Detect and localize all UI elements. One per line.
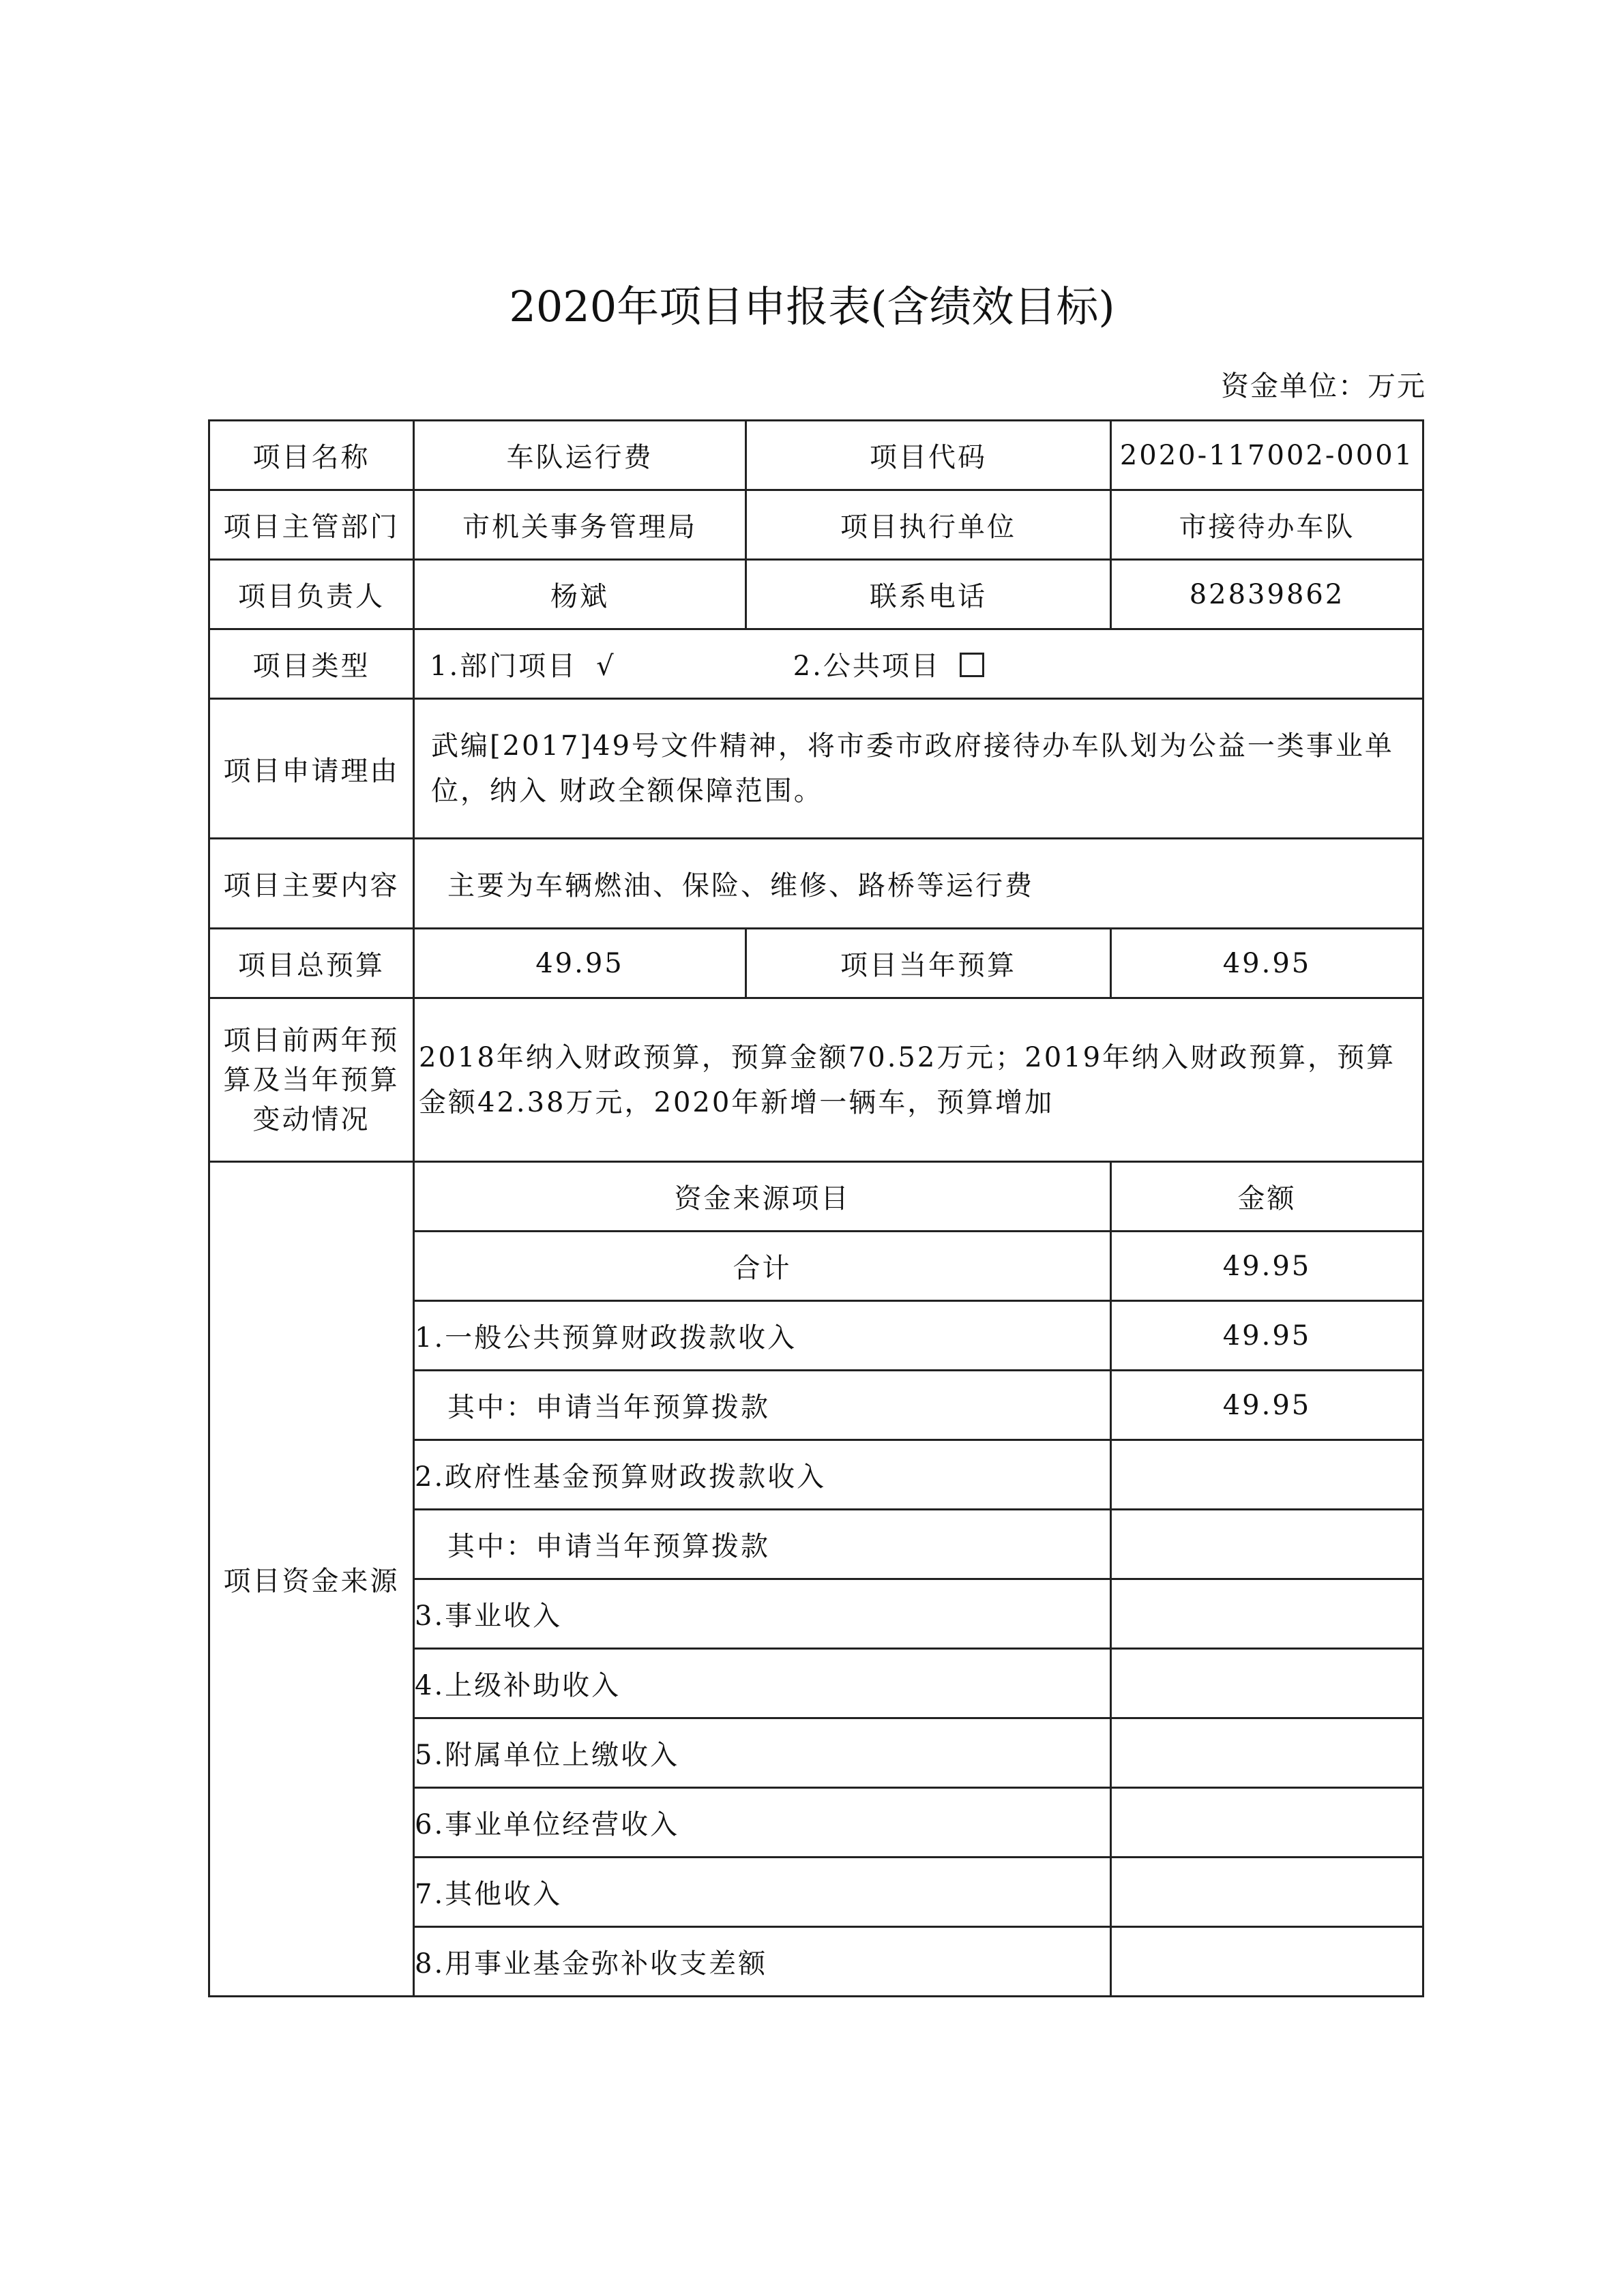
value-leader: 杨斌	[414, 560, 746, 629]
value-phone: 82839862	[1111, 560, 1423, 629]
label-project-name: 项目名称	[209, 421, 414, 490]
funding-item-amount	[1111, 1440, 1423, 1510]
label-project-type: 项目类型	[209, 629, 414, 699]
funding-item-name: 6.事业单位经营收入	[414, 1788, 1111, 1858]
label-funding-source: 项目资金来源	[209, 1162, 414, 1997]
funding-item-name: 其中：申请当年预算拨款	[414, 1510, 1111, 1579]
funding-item-name: 合计	[414, 1232, 1111, 1301]
project-type-options	[414, 629, 1423, 699]
funding-item-amount	[1111, 1858, 1423, 1927]
funding-item-name: 1.一般公共预算财政拨款收入	[414, 1301, 1111, 1371]
row-project-name	[209, 421, 1423, 490]
value-total-budget: 49.95	[414, 929, 746, 998]
currency-unit: 资金单位：万元	[1221, 370, 1426, 402]
value-project-name: 车队运行费	[414, 421, 746, 490]
funding-item-name: 5.附属单位上缴收入	[414, 1718, 1111, 1788]
value-content: 主要为车辆燃油、保险、维修、路桥等运行费	[414, 839, 1423, 929]
label-reason: 项目申请理由	[209, 699, 414, 839]
funding-item-amount: 49.95	[1111, 1371, 1423, 1440]
label-total-budget: 项目总预算	[209, 929, 414, 998]
row-leader	[209, 560, 1423, 629]
funding-item-name: 4.上级补助收入	[414, 1649, 1111, 1718]
label-budget-change: 项目前两年预 算及当年预算 变动情况	[209, 998, 414, 1162]
funding-item-amount	[1111, 1788, 1423, 1858]
label-year-budget: 项目当年预算	[746, 929, 1111, 998]
row-budget-change	[209, 998, 1423, 1162]
checkbox-empty-icon	[960, 653, 984, 677]
funding-header-amount: 金额	[1111, 1162, 1423, 1232]
row-reason	[209, 699, 1423, 839]
type-option-dept: 1.部门项目	[430, 651, 578, 682]
funding-item-name: 7.其他收入	[414, 1858, 1111, 1927]
row-project-type	[209, 629, 1423, 699]
value-budget-change: 2018年纳入财政预算，预算金额70.52万元；2019年纳入财政预算，预算金额42.38万元，2020年新增一辆车，预算增加	[414, 998, 1423, 1162]
row-content	[209, 839, 1423, 929]
label-phone: 联系电话	[746, 560, 1111, 629]
type-option-public: 2.公共项目	[793, 651, 941, 682]
funding-header-item: 资金来源项目	[414, 1162, 1111, 1232]
funding-item-amount: 49.95	[1111, 1232, 1423, 1301]
funding-item-amount	[1111, 1579, 1423, 1649]
funding-header-row	[209, 1162, 1423, 1232]
value-project-code: 2020-117002-0001	[1111, 421, 1423, 490]
label-dept: 项目主管部门	[209, 490, 414, 560]
row-budget	[209, 929, 1423, 998]
value-dept: 市机关事务管理局	[414, 490, 746, 560]
page-title: 2020年项目申报表(含绩效目标)	[509, 282, 1115, 331]
funding-item-amount: 49.95	[1111, 1301, 1423, 1371]
label-exec-unit: 项目执行单位	[746, 490, 1111, 560]
value-exec-unit: 市接待办车队	[1111, 490, 1423, 560]
funding-item-amount	[1111, 1718, 1423, 1788]
value-year-budget: 49.95	[1111, 929, 1423, 998]
funding-item-amount	[1111, 1927, 1423, 1997]
label-leader: 项目负责人	[209, 560, 414, 629]
row-dept	[209, 490, 1423, 560]
funding-item-name: 其中：申请当年预算拨款	[414, 1371, 1111, 1440]
application-form-table	[208, 419, 1424, 1997]
value-reason: 武编[2017]49号文件精神，将市委市政府接待办车队划为公益一类事业单位，纳入 财政全额保障范围。	[414, 699, 1423, 839]
label-content: 项目主要内容	[209, 839, 414, 929]
funding-item-name: 2.政府性基金预算财政拨款收入	[414, 1440, 1111, 1510]
funding-item-amount	[1111, 1510, 1423, 1579]
checkmark-icon: √	[596, 651, 616, 682]
funding-item-name: 8.用事业基金弥补收支差额	[414, 1927, 1111, 1997]
funding-item-amount	[1111, 1649, 1423, 1718]
label-project-code: 项目代码	[746, 421, 1111, 490]
funding-item-name: 3.事业收入	[414, 1579, 1111, 1649]
